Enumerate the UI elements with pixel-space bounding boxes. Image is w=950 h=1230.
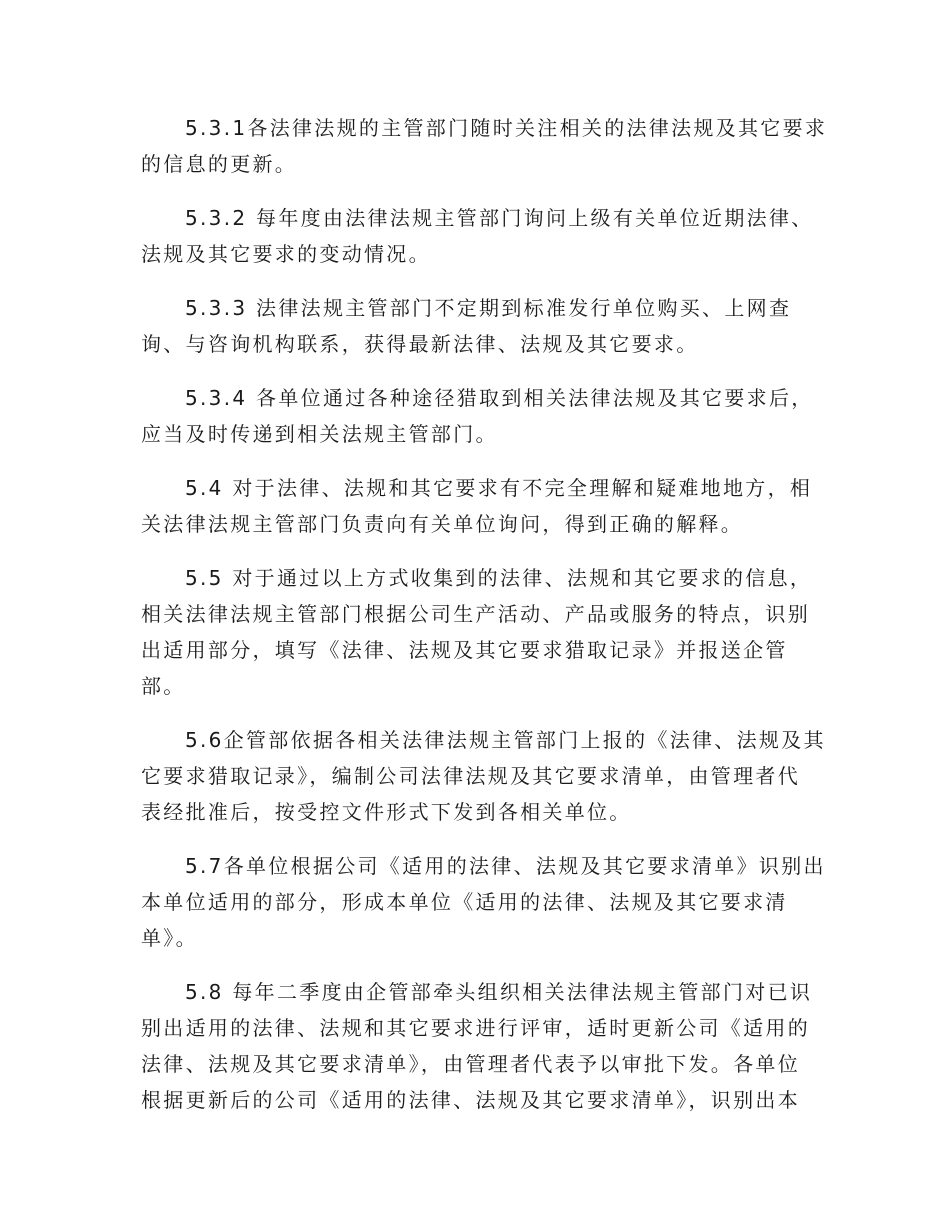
paragraph-5-3-2 xyxy=(141,200,813,272)
paragraph-line: 部。 xyxy=(141,674,186,698)
paragraph-5-5 xyxy=(141,560,813,704)
paragraph-5-3-3 xyxy=(141,290,813,362)
paragraph-line: 询、与咨询机构联系，获得最新法律、法规及其它要求。 xyxy=(141,332,699,356)
paragraph-line: 本单位适用的部分，形成本单位《适用的法律、法规及其它要求清 xyxy=(141,890,788,914)
paragraph-line: 5.3.4 各单位通过各种途径猎取到相关法律法规及其它要求后， xyxy=(185,386,814,410)
paragraph-line: 出适用部分，填写《法律、法规及其它要求猎取记录》并报送企管 xyxy=(141,638,788,662)
paragraph-5-3-4 xyxy=(141,380,813,452)
paragraph-line: 5.3.3 法律法规主管部门不定期到标准发行单位购买、上网查 xyxy=(185,296,792,320)
paragraph-line: 5.7各单位根据公司《适用的法律、法规及其它要求清单》识别出 xyxy=(185,854,826,878)
paragraph-line: 5.6企管部依据各相关法律法规主管部门上报的《法律、法规及其 xyxy=(185,728,826,752)
paragraph-line: 相关法律法规主管部门根据公司生产活动、产品或服务的特点，识别 xyxy=(141,602,810,626)
paragraph-line: 5.5 对于通过以上方式收集到的法律、法规和其它要求的信息， xyxy=(185,566,813,590)
paragraph-line: 单》。 xyxy=(141,926,198,950)
paragraph-line: 它要求猎取记录》，编制公司法律法规及其它要求清单，由管理者代 xyxy=(141,764,800,788)
paragraph-5-3-1 xyxy=(141,110,828,182)
document-body xyxy=(141,110,828,1136)
paragraph-line: 5.3.1各法律法规的主管部门随时关注相关的法律法规及其它要求 xyxy=(185,116,828,140)
paragraph-line: 法律、法规及其它要求清单》，由管理者代表予以审批下发。各单位 xyxy=(141,1052,800,1076)
paragraph-5-6 xyxy=(141,722,826,830)
paragraph-line: 5.4 对于法律、法规和其它要求有不完全理解和疑难地地方，相 xyxy=(185,476,813,500)
paragraph-5-4 xyxy=(141,470,813,542)
paragraph-line: 应当及时传递到相关法规主管部门。 xyxy=(141,422,498,446)
paragraph-line: 表经批准后，按受控文件形式下发到各相关单位。 xyxy=(141,800,632,824)
paragraph-line: 别出适用的法律、法规和其它要求进行评审，适时更新公司《适用的 xyxy=(141,1016,810,1040)
paragraph-line: 5.3.2 每年度由法律法规主管部门询问上级有关单位近期法律、 xyxy=(185,206,814,230)
paragraph-5-8 xyxy=(141,974,813,1118)
paragraph-line: 5.8 每年二季度由企管部牵头组织相关法律法规主管部门对已识 xyxy=(185,980,813,1004)
paragraph-line: 根据更新后的公司《适用的法律、法规及其它要求清单》，识别出本 xyxy=(141,1088,800,1112)
paragraph-line: 的信息的更新。 xyxy=(141,152,298,176)
paragraph-5-7 xyxy=(141,848,826,956)
paragraph-line: 法规及其它要求的变动情况。 xyxy=(141,242,431,266)
paragraph-line: 关法律法规主管部门负责向有关单位询问，得到正确的解释。 xyxy=(141,512,744,536)
